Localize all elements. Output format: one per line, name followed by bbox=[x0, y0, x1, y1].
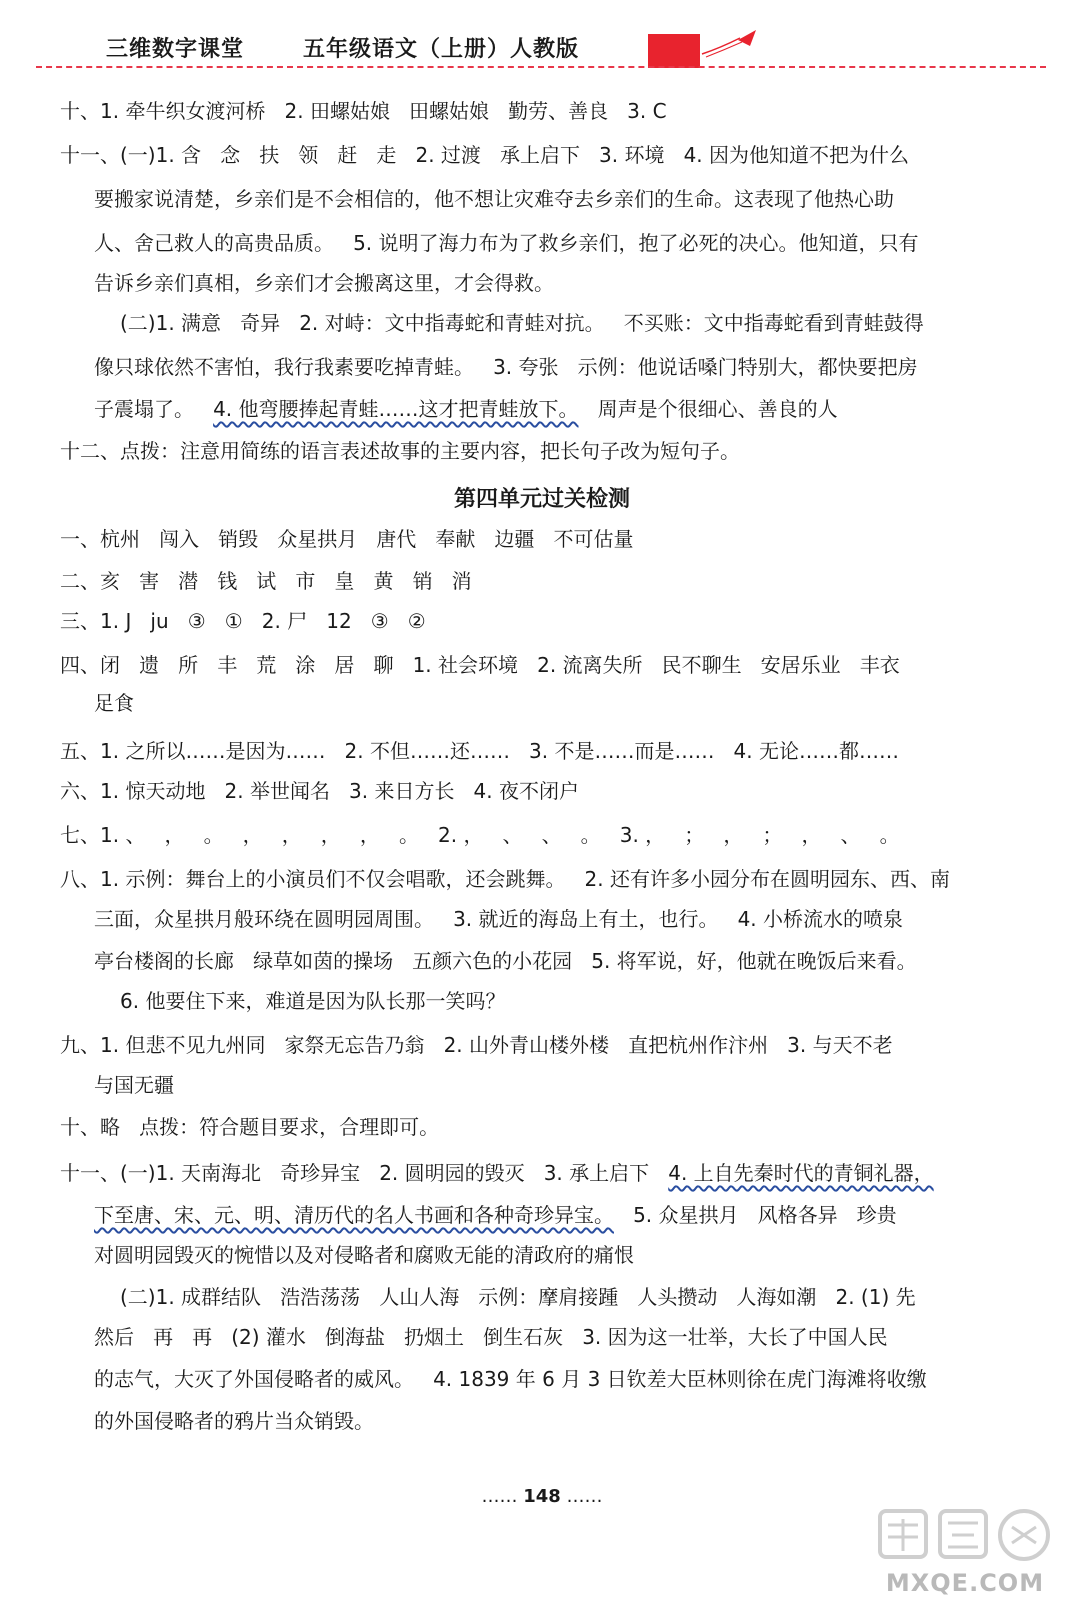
answer-line: 亭台楼阁的长廊 绿草如茵的操场 五颜六色的小花园 5. 将军说，好，他就在晚饭后来看。 bbox=[94, 949, 917, 973]
header-dashed-rule bbox=[36, 66, 1046, 68]
section-title: 第四单元过关检测 bbox=[453, 487, 630, 512]
answer-line: 像只球依然不害怕，我行我素要吃掉青蛙。 3. 夸张 示例：他说话嗓门特别大，都快要把房 bbox=[94, 355, 918, 379]
answer-line bbox=[94, 1200, 897, 1230]
page-dots-left: …… bbox=[481, 1486, 518, 1507]
series-title: 三维数字课堂 bbox=[106, 37, 245, 62]
watermark-logo-icon bbox=[860, 1505, 1070, 1567]
answer-line: 三面，众星拱月般环绕在圆明园周围。 3. 就近的海岛上有土，也行。 4. 小桥流水的喷泉 bbox=[94, 907, 904, 931]
answer-line: 与国无疆 bbox=[94, 1073, 174, 1097]
answer-line: 的志气，大灭了外国侵略者的威风。 4. 1839 年 6 月 3 日钦差大臣林则徐在虎门海滩将收缴 bbox=[94, 1367, 927, 1391]
answer-text: 5. 众星拱月 风格各异 珍贵 bbox=[614, 1203, 897, 1227]
header-red-block bbox=[648, 34, 700, 68]
underlined-answer: 4. 上自先秦时代的青铜礼器， bbox=[668, 1161, 934, 1185]
answer-line bbox=[60, 1158, 934, 1188]
answer-line: 十、1. 牵牛织女渡河桥 2. 田螺姑娘 田螺姑娘 勤劳、善良 3. C bbox=[60, 99, 667, 123]
answer-line: 对圆明园毁灭的惋惜以及对侵略者和腐败无能的清政府的痛恨 bbox=[94, 1243, 634, 1267]
answer-line: 的外国侵略者的鸦片当众销毁。 bbox=[94, 1409, 374, 1433]
answer-line: 告诉乡亲们真相，乡亲们才会搬离这里，才会得救。 bbox=[94, 271, 554, 295]
answer-line: (二)1. 成群结队 浩浩荡荡 人山人海 示例：摩肩接踵 人头攒动 人海如潮 2. (1) 先 bbox=[120, 1285, 916, 1309]
underlined-answer: 下至唐、宋、元、明、清历代的名人书画和各种奇珍异宝。 bbox=[94, 1203, 614, 1227]
page-dots-right: …… bbox=[566, 1486, 603, 1507]
answer-line: 十、略 点拨：符合题目要求，合理即可。 bbox=[60, 1115, 440, 1139]
page-number bbox=[0, 1486, 1084, 1507]
answer-line: 六、1. 惊天动地 2. 举世闻名 3. 来日方长 4. 夜不闭户 bbox=[60, 779, 579, 803]
answer-line: (二)1. 满意 奇异 2. 对峙：文中指毒蛇和青蛙对抗。 不买账：文中指毒蛇看到青蛙鼓得 bbox=[120, 311, 924, 335]
answer-text: 周声是个很细心、善良的人 bbox=[578, 397, 838, 421]
answer-line: 五、1. 之所以……是因为…… 2. 不但……还…… 3. 不是……而是…… 4. 无论……都…… bbox=[60, 739, 899, 763]
answer-line: 九、1. 但悲不见九州同 家祭无忘告乃翁 2. 山外青山楼外楼 直把杭州作汴州 3. 与天不老 bbox=[60, 1033, 893, 1057]
watermark bbox=[860, 1505, 1070, 1597]
answer-line: 十一、(一)1. 含 念 扶 领 赶 走 2. 过渡 承上启下 3. 环境 4. 因为他知道不把为什么 bbox=[60, 143, 910, 167]
book-title: 五年级语文（上册）人教版 bbox=[303, 37, 580, 62]
rocket-icon bbox=[700, 28, 760, 58]
answer-line: 十二、点拨：注意用简练的语言表述故事的主要内容，把长句子改为短句子。 bbox=[60, 439, 740, 463]
answer-text: 子震塌了。 bbox=[94, 397, 214, 421]
answer-line: 然后 再 再 (2) 灌水 倒海盐 扔烟土 倒生石灰 3. 因为这一壮举，大长了中国人民 bbox=[94, 1325, 888, 1349]
page-number-value: 148 bbox=[523, 1486, 561, 1507]
answer-line: 八、1. 示例：舞台上的小演员们不仅会唱歌，还会跳舞。 2. 还有许多小园分布在圆明园东、西、南 bbox=[60, 867, 950, 891]
answer-line bbox=[94, 394, 838, 424]
answer-line: 一、杭州 闯入 销毁 众星拱月 唐代 奉献 边疆 不可估量 bbox=[60, 527, 634, 551]
page-header bbox=[0, 0, 1084, 70]
watermark-text: MXQE.COM bbox=[885, 1569, 1045, 1597]
answer-text: 十一、(一)1. 天南海北 奇珍异宝 2. 圆明园的毁灭 3. 承上启下 bbox=[60, 1161, 669, 1185]
answer-line: 人、舍己救人的高贵品质。 5. 说明了海力布为了救乡亲们，抱了必死的决心。他知道，只有 bbox=[94, 231, 919, 255]
answer-line: 三、1. J ju ③ ① 2. 尸 12 ③ ② bbox=[60, 609, 426, 633]
answer-line: 要搬家说清楚，乡亲们是不会相信的，他不想让灾难夺去乡亲们的生命。这表现了他热心助 bbox=[94, 187, 894, 211]
answer-line: 二、亥 害 潜 钱 试 市 皇 黄 销 消 bbox=[60, 569, 472, 593]
underlined-answer: 4. 他弯腰捧起青蛙……这才把青蛙放下。 bbox=[213, 397, 579, 421]
answer-line: 四、闭 遗 所 丰 荒 涂 居 聊 1. 社会环境 2. 流离失所 民不聊生 安居乐业 丰衣 bbox=[60, 653, 900, 677]
answer-line: 七、1. 、 ， 。 ， ， ， ， 。 2. ， 、 、 。 3. ， ； ， ； ， 、 。 bbox=[60, 823, 900, 847]
answer-line: 足食 bbox=[94, 691, 134, 715]
answer-line: 6. 他要住下来，难道是因为队长那一笑吗？ bbox=[120, 989, 506, 1013]
